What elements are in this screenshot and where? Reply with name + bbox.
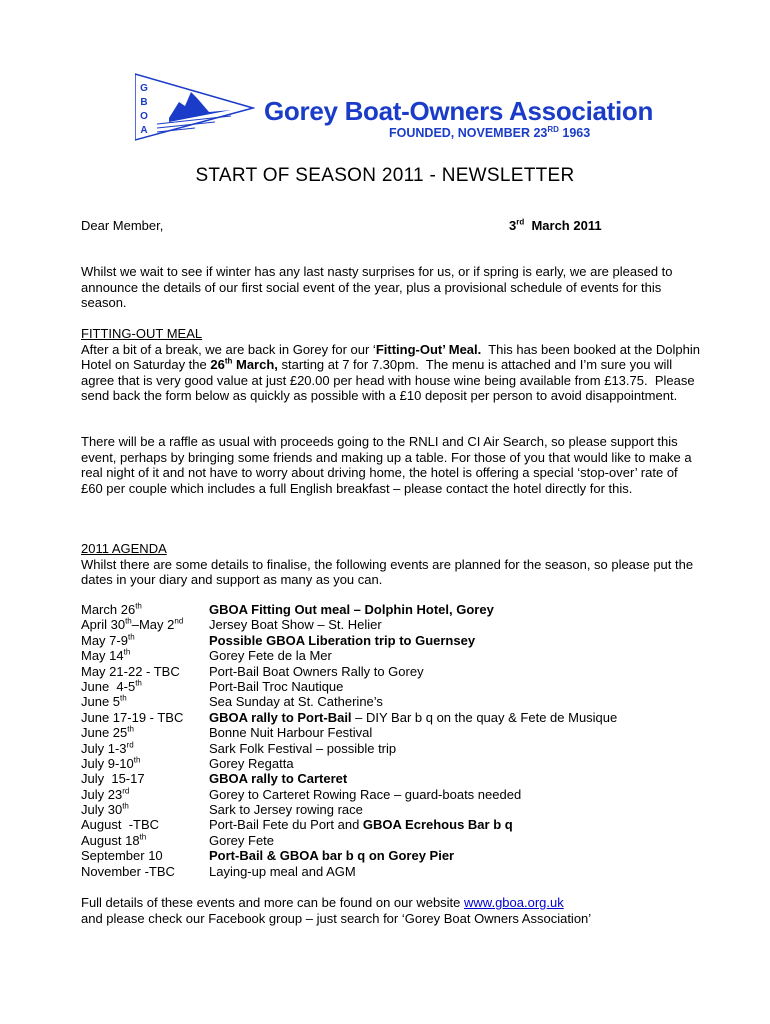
text-run-bold: Fitting-Out’ Meal. xyxy=(375,341,482,357)
agenda-row xyxy=(81,725,701,740)
agenda-row xyxy=(81,787,701,802)
agenda-row xyxy=(81,648,701,663)
date-text: –May 2 xyxy=(131,617,175,633)
date-text: July 15-17 xyxy=(81,771,145,787)
event-text: GBOA rally to Port-Bail xyxy=(209,709,352,725)
footer-line-2: and please check our Facebook group – just search for ‘Gorey Boat Owners Association’ xyxy=(81,910,592,926)
agenda-row xyxy=(81,771,701,786)
agenda-date xyxy=(81,694,209,709)
footer-line-1 xyxy=(81,895,701,911)
agenda-date xyxy=(81,664,209,679)
agenda-row xyxy=(81,694,701,709)
text-run: This has been booked at the Dolphin Hotel on Saturday the xyxy=(81,341,704,372)
agenda-event xyxy=(209,725,701,740)
agenda-event xyxy=(209,648,701,663)
date-sup: th xyxy=(127,724,134,734)
agenda-date xyxy=(81,617,209,632)
date-text: July 30 xyxy=(81,802,123,818)
website-link[interactable]: www.gboa.org.uk xyxy=(464,895,564,910)
date-text: March 26 xyxy=(81,602,136,617)
date-sup: th xyxy=(133,755,141,765)
agenda-event xyxy=(209,664,701,679)
agenda-date xyxy=(81,710,209,725)
event-text: Sark to Jersey rowing race xyxy=(209,802,363,818)
agenda-row xyxy=(81,833,701,848)
date-text: July 1-3 xyxy=(81,740,127,756)
agenda-date xyxy=(81,787,209,802)
date-sup: nd xyxy=(174,617,184,627)
date-text: May 21-22 - TBC xyxy=(81,663,180,679)
event-text: GBOA Ecrehous Bar b q xyxy=(362,817,513,833)
logo-letter: A xyxy=(140,125,148,136)
agenda-event xyxy=(209,771,701,786)
agenda-date xyxy=(81,802,209,817)
agenda-date xyxy=(81,848,209,863)
event-text: Port-Bail Boat Owners Rally to Gorey xyxy=(209,663,424,679)
agenda-date xyxy=(81,833,209,848)
fitting-out-paragraph xyxy=(81,341,704,404)
event-text: Port-Bail Troc Nautique xyxy=(209,678,344,694)
agenda-row xyxy=(81,617,701,632)
founded-text: FOUNDED, NOVEMBER 23 xyxy=(389,126,548,140)
event-text: Sark Folk Festival – possible trip xyxy=(209,740,397,756)
agenda-event xyxy=(209,602,701,617)
text-run-bold: March, xyxy=(232,357,278,372)
event-text: Gorey to Carteret Rowing Race – guard-boats needed xyxy=(209,786,522,802)
date-text: July 9-10 xyxy=(81,755,134,771)
agenda-intro: Whilst there are some details to finalise, the following events are planned for the season, so please put the dates in your diary and support as many as you can. xyxy=(81,556,694,587)
logo-letter: G xyxy=(140,83,148,94)
text-sup: th xyxy=(224,356,233,366)
logo-letter: O xyxy=(140,111,148,122)
date-rest: March 2011 xyxy=(524,218,602,233)
agenda-row xyxy=(81,710,701,725)
agenda-date xyxy=(81,648,209,663)
raffle-paragraph: There will be a raffle as usual with proceeds going to the RNLI and CI Air Search, so please support this event, perhaps by bringing some friends and making up a table. For those of you that would like to make a real night of it and not have to worry about driving home, the hotel is offering a special ‘stop-over’ rate of £60 per couple which includes a full English breakfast – please contact the hotel directly for this. xyxy=(81,434,692,496)
letter-date xyxy=(509,218,602,233)
intro-paragraph: Whilst we wait to see if winter has any last nasty surprises for us, or if spring is early, we are pleased to announce the details of our first social event of the year, plus a provisional schedule of events for this season. xyxy=(81,264,673,310)
agenda-event xyxy=(209,817,701,832)
agenda-row xyxy=(81,602,701,617)
agenda-row xyxy=(81,817,701,832)
agenda-row xyxy=(81,756,701,771)
text-run: After a bit of a break, we are back in Gorey for our ‘ xyxy=(81,341,376,357)
fitting-out-section xyxy=(81,326,704,404)
event-text: Laying-up meal and AGM xyxy=(209,863,356,879)
date-sup: th xyxy=(135,601,142,611)
logo-letter: B xyxy=(140,97,148,108)
agenda-event xyxy=(209,633,701,648)
agenda-event xyxy=(209,864,701,879)
event-text: Port-Bail Fete du Port and xyxy=(209,817,363,833)
agenda-date xyxy=(81,817,209,832)
agenda-event xyxy=(209,710,701,725)
agenda-date xyxy=(81,633,209,648)
founded-sup: RD xyxy=(547,124,559,134)
date-text: September 10 xyxy=(81,848,163,864)
agenda-event xyxy=(209,741,701,756)
date-text: November -TBC xyxy=(81,863,175,879)
newsletter-title: START OF SEASON 2011 - NEWSLETTER xyxy=(195,165,575,186)
date-day: 3 xyxy=(509,218,517,233)
date-sup: th xyxy=(125,617,132,627)
event-text: Possible GBOA Liberation trip to Guernsey xyxy=(209,632,476,648)
agenda-date xyxy=(81,679,209,694)
date-text: August 18 xyxy=(81,832,140,848)
gboa-logo xyxy=(135,72,255,142)
date-sup: rd xyxy=(516,217,525,227)
date-sup: rd xyxy=(126,740,134,750)
event-text: GBOA Fitting Out meal – Dolphin Hotel, Gorey xyxy=(209,602,494,617)
agenda-table xyxy=(81,602,701,879)
date-sup: rd xyxy=(122,786,130,796)
date-text: June 25 xyxy=(81,725,128,741)
agenda-row xyxy=(81,664,701,679)
event-text: Gorey Fete de la Mer xyxy=(209,648,332,664)
greeting: Dear Member, xyxy=(81,218,164,233)
agenda-event xyxy=(209,787,701,802)
founded-line xyxy=(389,126,590,140)
text-run: starting at 7 for 7.30pm. The menu is attached and I’m sure you will agree that is very good value at just £20.00 per head with house wine being available from £13.75. Please send back the form below as quickly as possible with a £10 deposit per person to avoid disappointment. xyxy=(81,357,699,403)
date-text: June 5 xyxy=(81,694,121,710)
date-text: August -TBC xyxy=(81,817,160,833)
agenda-intro-section xyxy=(81,541,701,588)
date-sup: th xyxy=(135,678,142,688)
date-text: June 17-19 - TBC xyxy=(81,709,184,725)
date-text: June 4-5 xyxy=(81,678,136,694)
agenda-event xyxy=(209,617,701,632)
founded-year: 1963 xyxy=(558,126,591,140)
agenda-date xyxy=(81,864,209,879)
event-text: – DIY Bar b q on the quay & Fete de Musique xyxy=(351,709,618,725)
date-sup: th xyxy=(127,632,135,642)
agenda-event xyxy=(209,848,701,863)
date-sup: th xyxy=(122,801,129,811)
text-run-bold: 26 xyxy=(210,357,225,372)
event-text: Port-Bail & GBOA bar b q on Gorey Pier xyxy=(209,848,455,864)
event-text: Bonne Nuit Harbour Festival xyxy=(209,725,373,741)
date-sup: th xyxy=(120,694,127,704)
agenda-event xyxy=(209,694,701,709)
agenda-row xyxy=(81,679,701,694)
burgee-icon xyxy=(135,72,255,142)
footer-text: Full details of these events and more can be found on our website xyxy=(81,895,465,910)
agenda-row xyxy=(81,633,701,648)
agenda-row xyxy=(81,741,701,756)
agenda-event xyxy=(209,802,701,817)
event-text: Gorey Fete xyxy=(209,832,275,848)
agenda-row xyxy=(81,848,701,863)
date-text: April 30 xyxy=(81,617,126,633)
agenda-event xyxy=(209,756,701,771)
footer-section xyxy=(81,895,701,926)
agenda-event xyxy=(209,833,701,848)
event-text: GBOA rally to Carteret xyxy=(209,771,348,787)
event-text: Gorey Regatta xyxy=(209,755,294,771)
agenda-heading: 2011 AGENDA xyxy=(81,541,167,556)
agenda-date xyxy=(81,756,209,771)
event-text: Sea Sunday at St. Catherine’s xyxy=(209,694,383,710)
date-text: May 14 xyxy=(81,648,124,664)
agenda-date xyxy=(81,602,209,617)
date-text: May 7-9 xyxy=(81,632,128,648)
date-text: July 23 xyxy=(81,786,123,802)
agenda-date xyxy=(81,771,209,786)
date-sup: th xyxy=(123,647,131,657)
agenda-date xyxy=(81,725,209,740)
agenda-row xyxy=(81,802,701,817)
agenda-date xyxy=(81,741,209,756)
fitting-out-heading: FITTING-OUT MEAL xyxy=(81,326,203,341)
event-text: Jersey Boat Show – St. Helier xyxy=(209,617,382,633)
date-sup: th xyxy=(139,832,147,842)
agenda-event xyxy=(209,679,701,694)
org-name: Gorey Boat-Owners Association xyxy=(264,96,654,126)
agenda-row xyxy=(81,864,701,879)
